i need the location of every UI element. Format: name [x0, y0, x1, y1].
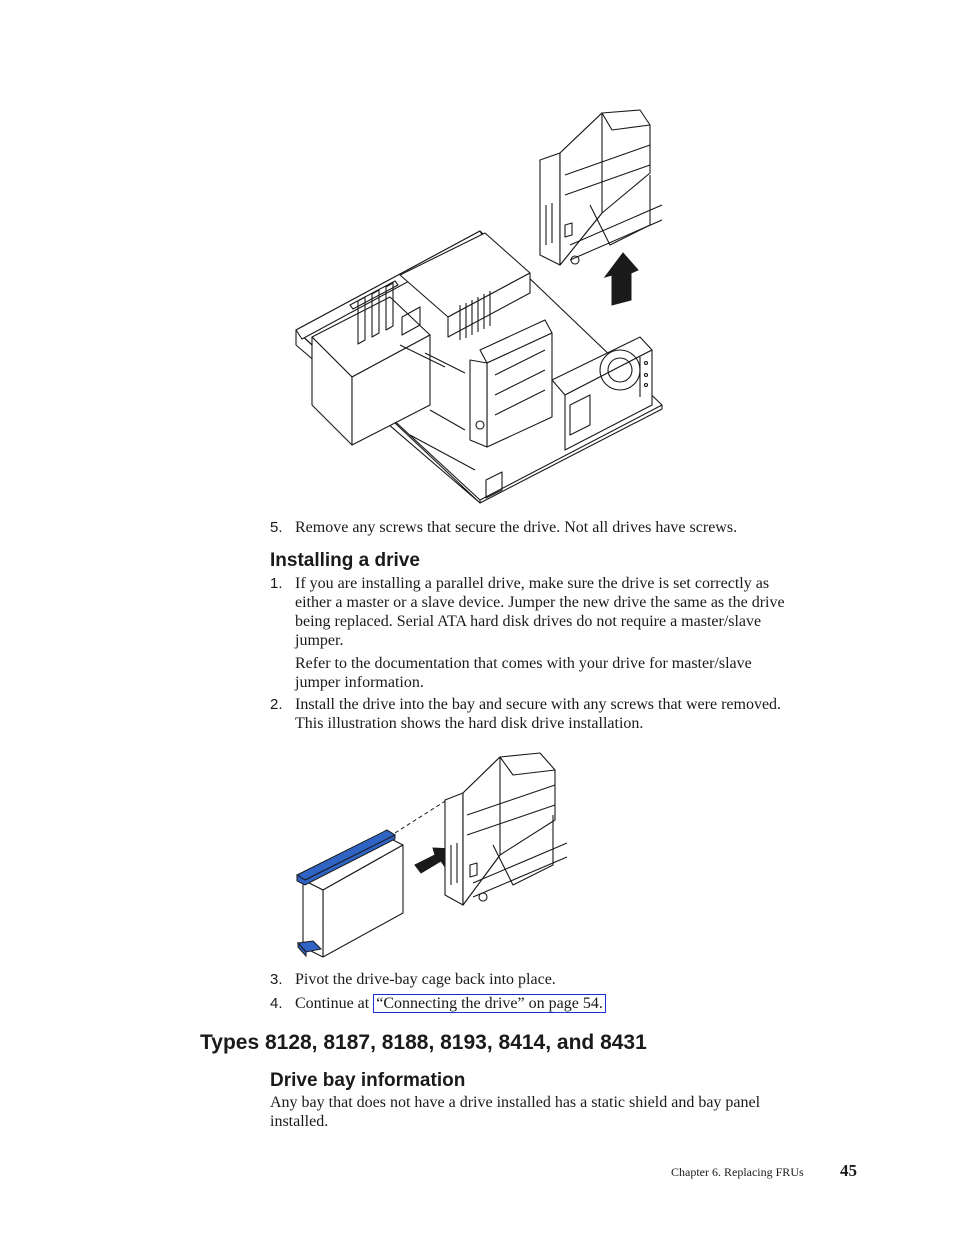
- step-1-line: jumper.: [295, 632, 344, 649]
- step-5-number: 5.: [270, 519, 283, 536]
- step-1-text: [295, 574, 855, 650]
- step-5-text: Remove any screws that secure the drive. Not all drives have screws.: [295, 519, 738, 536]
- step-1-note-line: Refer to the documentation that comes with your drive for master/slave: [295, 655, 752, 672]
- step-3-text: Pivot the drive-bay cage back into place.: [295, 971, 556, 988]
- drive-bay-line: Any bay that does not have a drive installed has a static shield and bay panel: [270, 1094, 761, 1111]
- step-1-line: being replaced. Serial ATA hard disk drives do not require a master/slave: [295, 613, 762, 630]
- drive-bay-line: installed.: [270, 1113, 329, 1130]
- step-1-number: 1.: [270, 575, 283, 592]
- step-2-text: [295, 695, 855, 733]
- step-1-note-line: jumper information.: [295, 674, 424, 691]
- step-2-line: This illustration shows the hard disk drive installation.: [295, 715, 644, 732]
- step-1-line: If you are installing a parallel drive, make sure the drive is set correctly as: [295, 575, 770, 592]
- step-4-prefix: Continue at: [295, 995, 374, 1012]
- types-heading: Types 8128, 8187, 8188, 8193, 8414, and 8431: [200, 1031, 647, 1054]
- drive-bay-heading: Drive bay information: [270, 1070, 466, 1091]
- step-2-number: 2.: [270, 696, 283, 713]
- step-4-number: 4.: [270, 995, 283, 1012]
- drive-bay-text: [270, 1093, 860, 1131]
- footer-chapter: Chapter 6. Replacing FRUs: [671, 1165, 804, 1179]
- drive-insertion-illustration: [295, 745, 585, 960]
- step-2-line: Install the drive into the bay and secure with any screws that were removed.: [295, 696, 782, 713]
- page-number: 45: [840, 1161, 857, 1180]
- step-4-text: [295, 994, 606, 1013]
- step-1-note: [295, 654, 855, 692]
- step-3-number: 3.: [270, 971, 283, 988]
- step-1-line: either a master or a slave device. Jumper the new drive the same as the drive: [295, 594, 785, 611]
- chassis-illustration: [290, 105, 670, 505]
- connecting-drive-link[interactable]: “Connecting the drive” on page 54.: [373, 994, 606, 1013]
- installing-drive-heading: Installing a drive: [270, 550, 420, 571]
